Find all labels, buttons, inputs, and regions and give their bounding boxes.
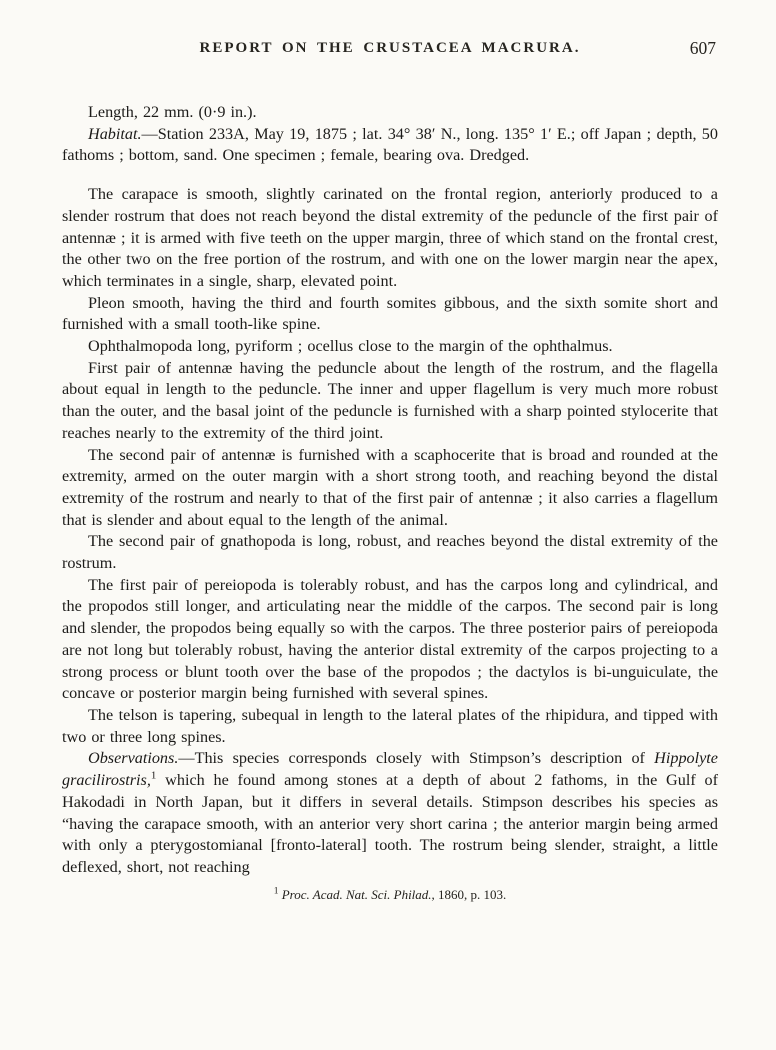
text-run: The second pair of antennæ is furnished with a scaphocerite that is broad and rounded at the extremity, armed on the outer margin with a short strong tooth, and reaching beyond the distal extremity of the rostrum and nearly to that of the first pair of antennæ ; it also carries a flagellum that is slender and about equal to the length of the animal. (62, 445, 718, 529)
paragraph (62, 575, 718, 705)
text-run: 1 (273, 886, 279, 897)
text-run: —This species corresponds closely with Stimpson’s description of (178, 749, 655, 768)
page-header-title: REPORT ON THE CRUSTACEA MACRURA. (199, 40, 581, 56)
text-run: Pleon smooth, having the third and fourth somites gibbous, and the sixth somite short and furnished with a small tooth-like spine. (62, 293, 718, 334)
text-run: Ophthalmopoda long, pyriform ; ocellus close to the margin of the ophthalmus. (88, 337, 613, 356)
paragraph (62, 531, 718, 574)
text-run: —Station 233A, May 19, 1875 ; lat. 34° 38′ N., long. 135° 1′ E.; off Japan ; depth, 50 fathoms ; bottom, sand. One specimen ; female, bearing ova. Dredged. (62, 124, 718, 165)
running-head (62, 40, 718, 62)
text-run: First pair of antennæ having the peduncle about the length of the rostrum, and the flagella about equal in length to the peduncle. The inner and upper flagellum is very much more robust than the outer, and the basal joint of the peduncle is furnished with a sharp pointed stylocerite that reaches nearly to the extremity of the third joint. (62, 358, 718, 442)
paragraph (62, 445, 718, 532)
text-run: Length, 22 mm. (0·9 in.). (88, 103, 257, 121)
document-body (62, 102, 718, 879)
text-run: Proc. Acad. Nat. Sci. Philad., (278, 886, 435, 902)
text-run: The second pair of gnathopoda is long, robust, and reaches beyond the distal extremity of the rostrum. (62, 532, 718, 573)
paragraph (62, 705, 718, 748)
paragraph (62, 124, 718, 167)
text-run: 1 (150, 769, 157, 782)
paragraph (62, 358, 718, 445)
text-run: The first pair of pereiopoda is tolerably robust, and has the carpos long and cylindrical, and the propodos still longer, and articulating near the middle of the carpos. The second pair is long and slender, the propodos being equally so with the carpos. The three posterior pairs of pereiopoda are not long but tolerably robust, having the anterior distal extremity of the carpos projecting to a strong process or blunt tooth over the base of the propodos ; the dactylos is bi-unguiculate, the concave or posterior margin being furnished with several spines. (62, 575, 718, 703)
paragraph (62, 184, 718, 293)
text-run: The carapace is smooth, slightly carinated on the frontal region, anteriorly produced to a slender rostrum that does not reach beyond the distal extremity of the peduncle of the first pair of antennæ ; it is armed with five teeth on the upper margin, three of which stand on the frontal crest, the other two on the free portion of the rostrum, and with one on the lower margin near the apex, which terminates in a single, sharp, elevated point. (62, 185, 718, 290)
text-run: The telson is tapering, subequal in length to the lateral plates of the rhipidura, and tipped with two or three long spines. (62, 705, 718, 746)
text-run: Hippolyte gracilirostris, (62, 749, 718, 790)
page-number: 607 (689, 38, 716, 58)
text-run: 1860, p. 103. (434, 886, 507, 902)
paragraph (62, 293, 718, 336)
text-run: which he found among stones at a depth of about 2 fathoms, in the Gulf of Hakodadi in North Japan, but it differs in several details. Stimpson describes his species as “having the carapace smooth, with an anterior very short carina ; the anterior margin being armed with only a pterygostomianal [fronto-lateral] tooth. The rostrum being slender, straight, a little deflexed, short, not reaching (62, 771, 718, 876)
paragraph (62, 336, 718, 358)
text-run: Observations. (88, 749, 179, 768)
footnote (62, 886, 718, 903)
paragraph (62, 102, 718, 124)
paragraph (62, 748, 718, 878)
text-run: Habitat. (88, 124, 142, 143)
